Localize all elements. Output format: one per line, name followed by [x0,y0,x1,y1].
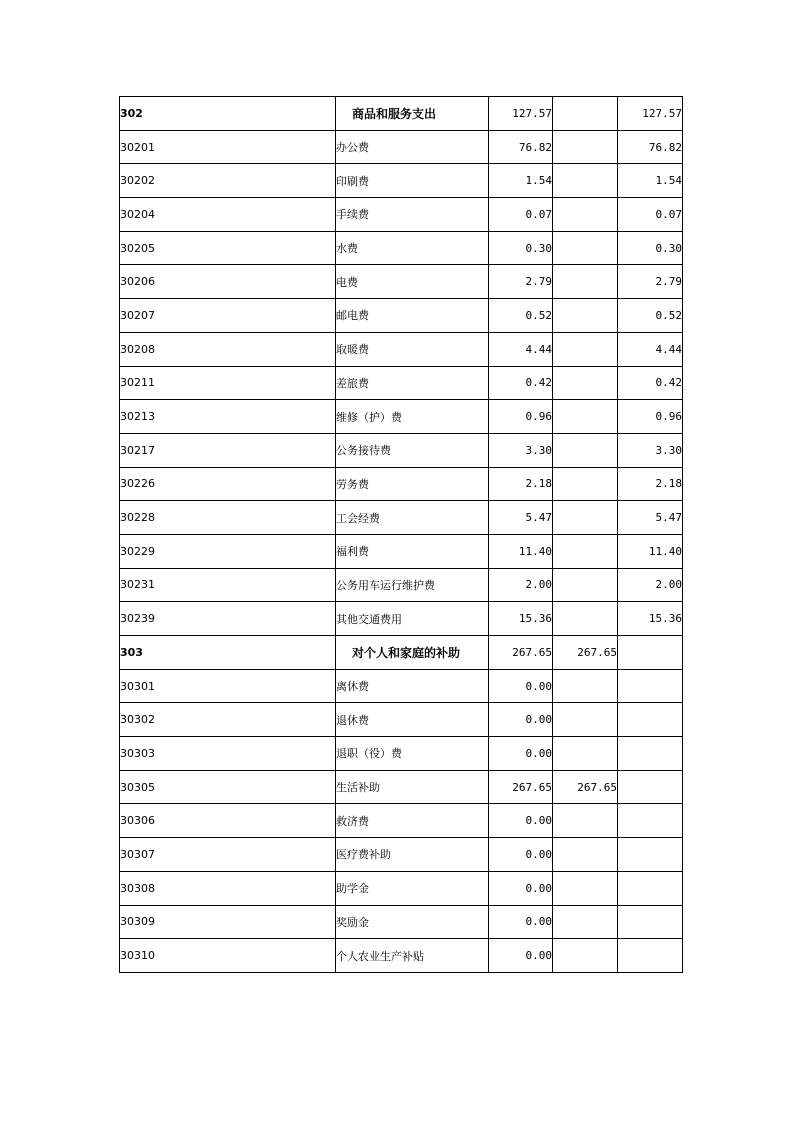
total-amount-cell: 0.00 [489,871,553,905]
account-name-cell: 退休费 [336,703,489,737]
account-code-cell: 30208 [120,332,336,366]
account-name-cell: 奖励金 [336,905,489,939]
project-expenditure-cell: 2.18 [618,467,683,501]
account-name-cell: 邮电费 [336,299,489,333]
project-expenditure-cell [618,669,683,703]
table-group-row [120,97,683,131]
table-row [120,501,683,535]
table-row [120,164,683,198]
account-name-cell: 差旅费 [336,366,489,400]
basic-expenditure-cell [553,905,618,939]
table-row [120,265,683,299]
account-code-cell: 30229 [120,534,336,568]
basic-expenditure-cell [553,299,618,333]
project-expenditure-cell [618,871,683,905]
total-amount-cell: 11.40 [489,534,553,568]
account-name-cell: 水费 [336,231,489,265]
table-body [120,97,683,973]
project-expenditure-cell [618,703,683,737]
total-amount-cell: 2.18 [489,467,553,501]
table-row [120,804,683,838]
project-expenditure-cell: 0.96 [618,400,683,434]
basic-expenditure-cell [553,400,618,434]
account-code-cell: 30211 [120,366,336,400]
account-name-cell: 退职（役）费 [336,737,489,771]
account-name-cell: 公务接待费 [336,433,489,467]
account-code-cell: 302 [120,97,336,131]
basic-expenditure-cell [553,602,618,636]
account-code-cell: 30307 [120,838,336,872]
account-code-cell: 30302 [120,703,336,737]
table-row [120,568,683,602]
account-code-cell: 30306 [120,804,336,838]
total-amount-cell: 267.65 [489,770,553,804]
basic-expenditure-cell [553,467,618,501]
project-expenditure-cell [618,770,683,804]
account-code-cell: 30201 [120,130,336,164]
table-row [120,332,683,366]
table-row [120,299,683,333]
account-code-cell: 30226 [120,467,336,501]
account-code-cell: 30231 [120,568,336,602]
basic-expenditure-cell [553,366,618,400]
account-name-cell: 印刷费 [336,164,489,198]
account-name-cell: 维修（护）费 [336,400,489,434]
expenditure-table [119,96,683,973]
total-amount-cell: 0.00 [489,905,553,939]
account-code-cell: 30213 [120,400,336,434]
total-amount-cell: 0.00 [489,804,553,838]
basic-expenditure-cell [553,265,618,299]
basic-expenditure-cell [553,669,618,703]
table-row [120,366,683,400]
total-amount-cell: 4.44 [489,332,553,366]
table-row [120,400,683,434]
account-code-cell: 30303 [120,737,336,771]
project-expenditure-cell: 76.82 [618,130,683,164]
project-expenditure-cell: 0.30 [618,231,683,265]
total-amount-cell: 0.00 [489,737,553,771]
total-amount-cell: 0.00 [489,669,553,703]
table-row [120,905,683,939]
account-name-cell: 公务用车运行维护费 [336,568,489,602]
total-amount-cell: 0.96 [489,400,553,434]
table-row [120,703,683,737]
project-expenditure-cell [618,636,683,670]
table-row [120,669,683,703]
account-name-cell: 个人农业生产补贴 [336,939,489,973]
basic-expenditure-cell [553,231,618,265]
project-expenditure-cell: 0.52 [618,299,683,333]
total-amount-cell: 267.65 [489,636,553,670]
basic-expenditure-cell [553,804,618,838]
total-amount-cell: 0.30 [489,231,553,265]
project-expenditure-cell: 3.30 [618,433,683,467]
total-amount-cell: 5.47 [489,501,553,535]
basic-expenditure-cell [553,838,618,872]
account-name-cell: 生活补助 [336,770,489,804]
account-code-cell: 30308 [120,871,336,905]
account-name-cell: 助学金 [336,871,489,905]
basic-expenditure-cell [553,501,618,535]
basic-expenditure-cell [553,97,618,131]
project-expenditure-cell: 11.40 [618,534,683,568]
total-amount-cell: 1.54 [489,164,553,198]
account-code-cell: 30204 [120,198,336,232]
total-amount-cell: 15.36 [489,602,553,636]
project-expenditure-cell: 0.42 [618,366,683,400]
account-code-cell: 303 [120,636,336,670]
table-row [120,838,683,872]
account-name-cell: 对个人和家庭的补助 [336,636,489,670]
project-expenditure-cell: 1.54 [618,164,683,198]
account-name-cell: 劳务费 [336,467,489,501]
total-amount-cell: 0.00 [489,939,553,973]
account-code-cell: 30205 [120,231,336,265]
account-name-cell: 电费 [336,265,489,299]
table-row [120,737,683,771]
project-expenditure-cell: 5.47 [618,501,683,535]
basic-expenditure-cell [553,130,618,164]
total-amount-cell: 127.57 [489,97,553,131]
account-code-cell: 30206 [120,265,336,299]
account-code-cell: 30239 [120,602,336,636]
project-expenditure-cell: 15.36 [618,602,683,636]
basic-expenditure-cell [553,534,618,568]
total-amount-cell: 2.00 [489,568,553,602]
total-amount-cell: 0.00 [489,703,553,737]
account-name-cell: 工会经费 [336,501,489,535]
account-name-cell: 手续费 [336,198,489,232]
basic-expenditure-cell [553,871,618,905]
account-code-cell: 30217 [120,433,336,467]
account-code-cell: 30202 [120,164,336,198]
table-row [120,770,683,804]
account-name-cell: 商品和服务支出 [336,97,489,131]
project-expenditure-cell: 2.79 [618,265,683,299]
table-row [120,602,683,636]
account-name-cell: 办公费 [336,130,489,164]
project-expenditure-cell: 2.00 [618,568,683,602]
account-code-cell: 30207 [120,299,336,333]
project-expenditure-cell [618,804,683,838]
table-group-row [120,636,683,670]
project-expenditure-cell: 4.44 [618,332,683,366]
basic-expenditure-cell [553,198,618,232]
project-expenditure-cell: 0.07 [618,198,683,232]
total-amount-cell: 0.07 [489,198,553,232]
project-expenditure-cell [618,838,683,872]
account-name-cell: 医疗费补助 [336,838,489,872]
table-row [120,198,683,232]
table-row [120,871,683,905]
account-name-cell: 其他交通费用 [336,602,489,636]
project-expenditure-cell [618,737,683,771]
account-name-cell: 福利费 [336,534,489,568]
basic-expenditure-cell [553,568,618,602]
total-amount-cell: 2.79 [489,265,553,299]
account-code-cell: 30310 [120,939,336,973]
account-code-cell: 30305 [120,770,336,804]
total-amount-cell: 76.82 [489,130,553,164]
account-name-cell: 救济费 [336,804,489,838]
account-code-cell: 30301 [120,669,336,703]
total-amount-cell: 0.00 [489,838,553,872]
table-row [120,130,683,164]
project-expenditure-cell [618,939,683,973]
table-row [120,231,683,265]
table-row [120,534,683,568]
basic-expenditure-cell: 267.65 [553,636,618,670]
account-code-cell: 30228 [120,501,336,535]
account-name-cell: 取暖费 [336,332,489,366]
basic-expenditure-cell [553,164,618,198]
total-amount-cell: 0.42 [489,366,553,400]
account-code-cell: 30309 [120,905,336,939]
table-row [120,467,683,501]
project-expenditure-cell [618,905,683,939]
table-row [120,939,683,973]
total-amount-cell: 0.52 [489,299,553,333]
account-name-cell: 离休费 [336,669,489,703]
basic-expenditure-cell [553,332,618,366]
basic-expenditure-cell [553,939,618,973]
basic-expenditure-cell [553,737,618,771]
basic-expenditure-cell: 267.65 [553,770,618,804]
total-amount-cell: 3.30 [489,433,553,467]
basic-expenditure-cell [553,433,618,467]
project-expenditure-cell: 127.57 [618,97,683,131]
table-row [120,433,683,467]
basic-expenditure-cell [553,703,618,737]
